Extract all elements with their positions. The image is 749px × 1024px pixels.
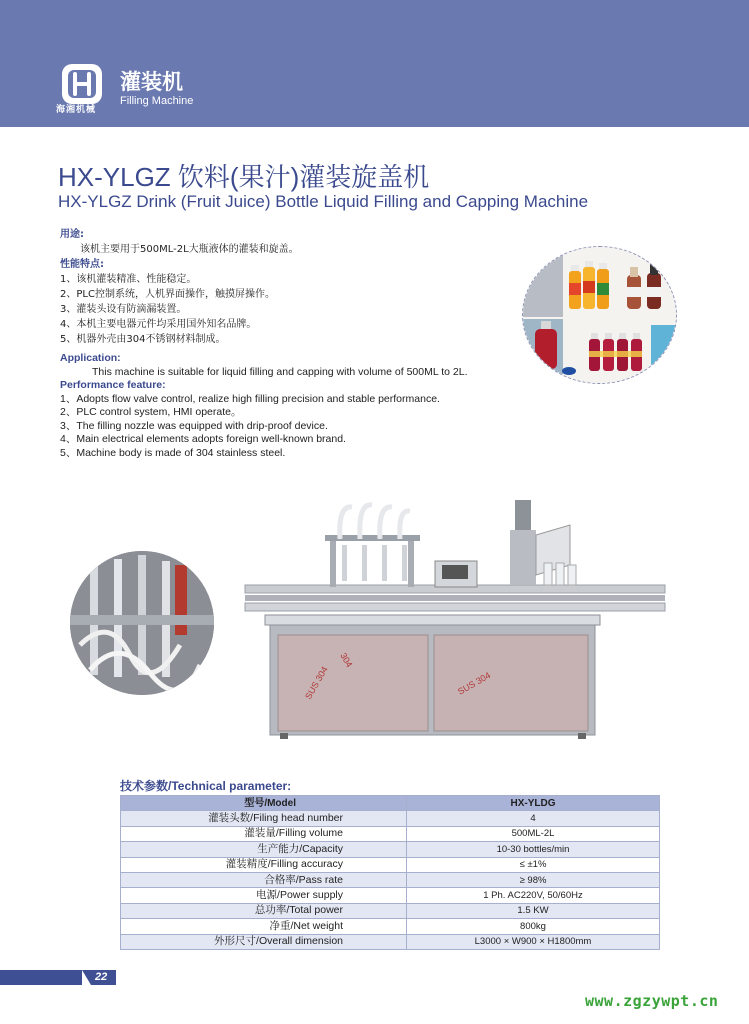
feature-en-4: 4、Main electrical elements adopts foreign well-known brand. (60, 433, 346, 445)
header-title: 灌装机 (120, 70, 183, 94)
param-label: 电源/Power supply (121, 888, 407, 903)
param-label: 灌装头数/Filing head number (121, 811, 407, 826)
page-title-cn: HX-YLGZ 饮料(果汁)灌装旋盖机 (58, 162, 430, 192)
param-label: 灌装精度/Filling accuracy (121, 857, 407, 872)
panel-label-1: SUS 304 (303, 664, 330, 701)
performance-heading: Performance feature: (60, 379, 166, 391)
param-value: 10-30 bottles/min (407, 842, 660, 857)
header-subtitle: Filling Machine (120, 95, 194, 107)
usage-heading: 用途: (60, 229, 84, 240)
feature-en-3: 3、The filling nozzle was equipped with drip-proof device. (60, 419, 328, 432)
en-description (60, 352, 467, 460)
usage-text: 该机主要用于500ML-2L大瓶液体的灌装和旋盖。 (80, 244, 299, 255)
application-text: This machine is suitable for liquid filling and capping with volume of 500ML to 2L. (92, 365, 468, 378)
feature-cn-2: 2、PLC控制系统，人机界面操作，触摸屏操作。 (60, 289, 275, 300)
feature-en-2: 2、PLC control system, HMI operate。 (60, 406, 242, 418)
feature-cn-5: 5、机器外壳由304不锈钢材料制成。 (60, 334, 226, 345)
orange-juice-bottles-icon (569, 261, 609, 309)
product-bottles-photo (522, 246, 677, 384)
param-value: 1 Ph. AC220V, 50/60Hz (407, 888, 660, 903)
feature-cn-4: 4、本机主要电器元件均采用国外知名品牌。 (60, 319, 257, 330)
cn-description (60, 227, 299, 347)
feature-cn-3: 3、灌装头设有防滴漏装置。 (60, 304, 187, 315)
tech-params-heading: 技术参数/Technical parameter: (120, 779, 292, 793)
param-label: 生产能力/Capacity (121, 842, 407, 857)
table-row (121, 903, 660, 918)
table-row (121, 857, 660, 872)
table-row (121, 842, 660, 857)
feature-en-1: 1、Adopts flow valve control, realize high filling precision and stable performance. (60, 392, 440, 405)
page-title-en: HX-YLGZ Drink (Fruit Juice) Bottle Liquid Filling and Capping Machine (58, 192, 589, 211)
table-row (121, 888, 660, 903)
panel-label-3: 304 (338, 651, 355, 670)
tech-params-table (120, 795, 660, 950)
param-value: 800kg (407, 919, 660, 934)
param-label: 总功率/Total power (121, 903, 407, 918)
param-value: 4 (407, 811, 660, 826)
table-row (121, 934, 660, 949)
param-label: 灌装量/Filling volume (121, 826, 407, 841)
page-tab-notch (82, 970, 91, 985)
brand-caption: 海湘机械 (56, 105, 97, 115)
feature-cn-1: 1、该机灌装精准、性能稳定。 (60, 274, 197, 285)
footer-url[interactable]: www.zgzywpt.cn (585, 992, 719, 1010)
filling-capping-machine-illustration (70, 495, 670, 740)
model-value: HX-YLDG (407, 796, 660, 811)
param-label: 合格率/Pass rate (121, 872, 407, 887)
header-banner (0, 0, 749, 127)
panel-label-2: SUS 304 (456, 670, 493, 697)
company-logo-icon (60, 62, 104, 106)
param-label: 净重/Net weight (121, 919, 407, 934)
table-row (121, 826, 660, 841)
page-number: 22 (95, 971, 108, 983)
param-value: ≥ 98% (407, 872, 660, 887)
filling-nozzles-closeup-icon (70, 551, 214, 695)
model-label: 型号/Model (121, 796, 407, 811)
features-heading-cn: 性能特点: (60, 259, 104, 270)
feature-en-5: 5、Machine body is made of 304 stainless steel. (60, 446, 286, 459)
table-row (121, 872, 660, 887)
param-value: L3000 × W900 × H1800mm (407, 934, 660, 949)
param-label: 外形尺寸/Overall dimension (121, 934, 407, 949)
table-header-row (121, 796, 660, 811)
param-value: 500ML-2L (407, 826, 660, 841)
param-value: ≤ ±1% (407, 857, 660, 872)
application-heading: Application: (60, 352, 121, 364)
table-row (121, 919, 660, 934)
param-value: 1.5 KW (407, 903, 660, 918)
table-row (121, 811, 660, 826)
